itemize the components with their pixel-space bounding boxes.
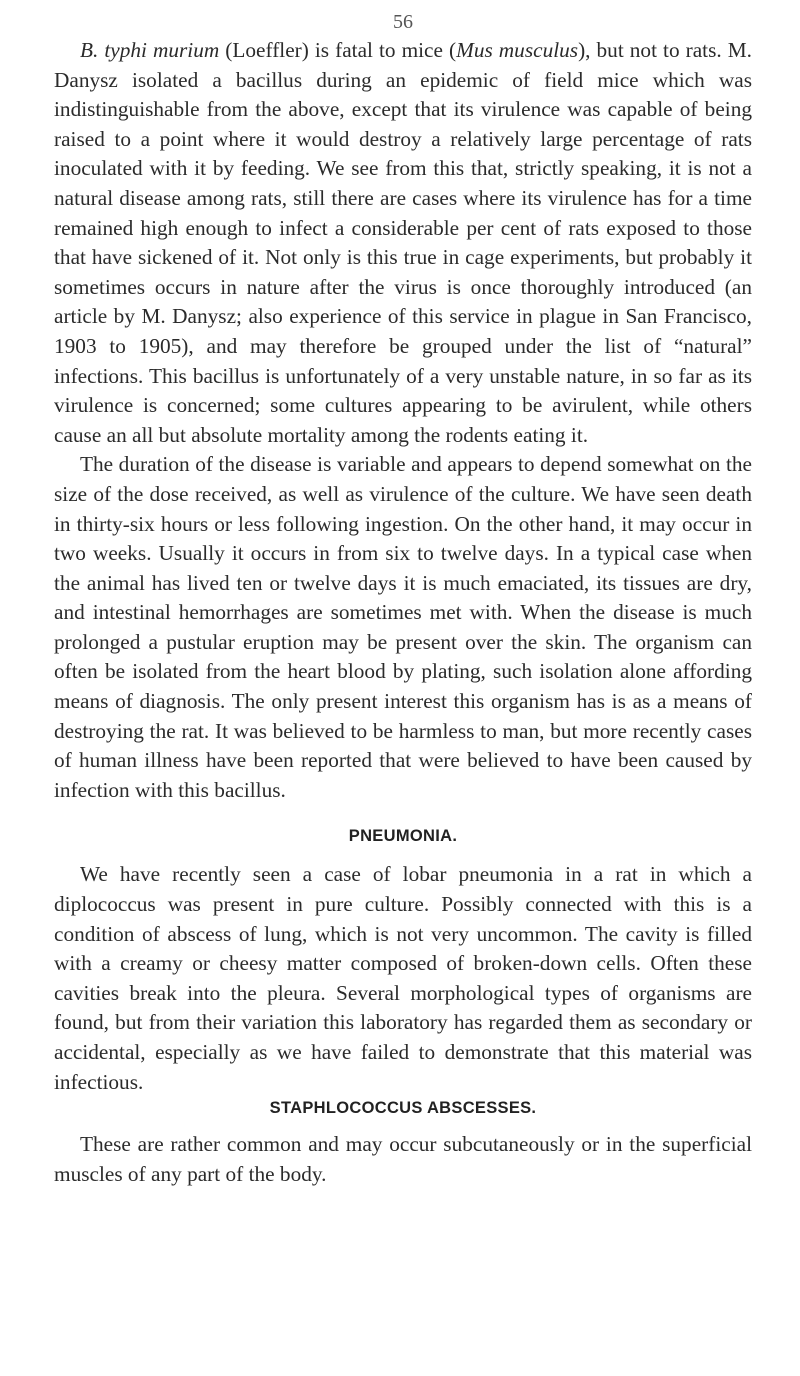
- page-number: 56: [393, 11, 413, 33]
- species-name-mus-musculus: Mus musculus: [456, 38, 579, 62]
- section-heading-staphlococcus: STAPHLOCOCCUS ABSCESSES.: [269, 1099, 537, 1118]
- species-name-b-typhi-murium: B. typhi murium: [80, 38, 220, 62]
- section-heading-pneumonia: PNEUMONIA.: [348, 827, 458, 846]
- paragraph-pneumonia: We have recently seen a case of lobar pneumonia in a rat in which a diplococcus was present in pure culture. Possibly connected with this is a condition of abscess of lung, which is not very uncommon. The cavity is filled with a creamy or cheesy matter composed of broken-down cells. Often these cavities break into the pleura. Several morphological types of organisms are found, but from their variation this laboratory has regarded them as secondary or accidental, especially as we have failed to demonstrate that this material was infectious.: [54, 862, 752, 1094]
- paragraph-typhi-murium: [54, 36, 752, 450]
- paragraph-text: (Loeffler) is fatal to mice (: [219, 38, 457, 62]
- paragraph-duration: The duration of the disease is variable and appears to depend somewhat on the size of the dose received, as well as virulence of the culture. We have seen death in thirty-six hours or less following ingestion. On the other hand, it may occur in two weeks. Usually it occurs in from six to twelve days. In a typical case when the animal has lived ten or twelve days it is much emaciated, its tissues are dry, and intestinal hemorrhages are sometimes met with. When the disease is much prolonged a pustular eruption may be present over the skin. The organism can often be isolated from the heart blood by plating, such isolation alone affording means of diagnosis. The only present interest this organism has is as a means of destroying the rat. It was believed to be harmless to man, but more recently cases of human illness have been reported that were believed to have been caused by infection with this bacillus.: [54, 452, 752, 802]
- paragraph-abscesses: These are rather common and may occur subcutaneously or in the superficial muscles of any part of the body.: [54, 1132, 752, 1186]
- paragraph-text: ), but not to rats. M. Danysz isolated a bacillus during an epidemic of field mice which was indistinguishable from the above, except that its virulence was capable of being raised to a point where it would destroy a relatively large percentage of rats inoculated with it by feeding. We see from this that, strictly speaking, it is not a natural disease among rats, still there are cases where its virulence has for a time remained high enough to infect a considerable per cent of rats exposed to those that have sickened of it. Not only is this true in cage experiments, but probably it sometimes occurs in nature after the virus is once thoroughly introduced (an article by M. Danysz; also experience of this service in plague in San Francisco, 1903 to 1905), and may therefore be grouped under the list of “natural” infections. This bacillus is unfortunately of a very unstable nature, in so far as its virulence is concerned; some cultures appearing to be avirulent, while others cause an all but absolute mortality among the rodents eating it.: [54, 38, 752, 447]
